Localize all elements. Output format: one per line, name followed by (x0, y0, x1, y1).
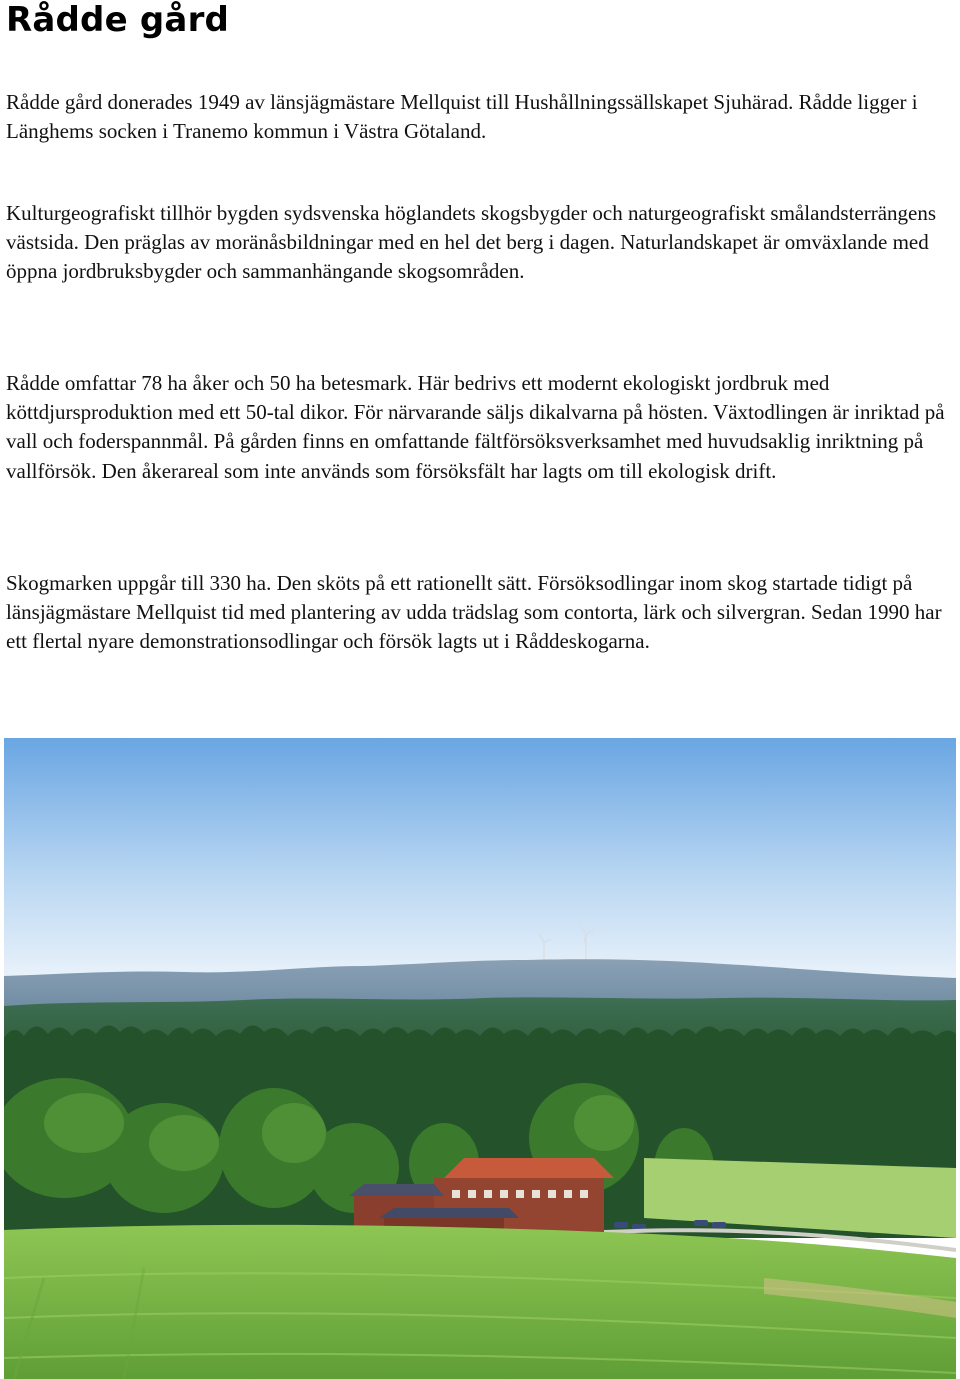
paragraph-forestry: Skogmarken uppgår till 330 ha. Den sköts på ett rationellt sätt. Försöksodlingar inom skog startade tidigt på länsjägmästare Mellquist tid med plantering av udda trädslag som contorta, lärk och silvergran. Sedan 1990 har ett flertal nyare demonstrationsodlingar och försök lagts ut i Råddeskogarna. (6, 571, 942, 654)
paragraph-agriculture: Rådde omfattar 78 ha åker och 50 ha betesmark. Här bedrivs ett modernt ekologiskt jordbruk med köttdjursproduktion med ett 50-tal dikor. För närvarande säljs dikalvarna på hösten. Växtodlingen är inriktad på vall och foderspannmål. På gården finns en omfattande fältförsöksverksamhet med huvudsaklig inriktning på vallförsök. Den åkerareal som inte används som försöksfält har lagts om till ekologisk drift. (6, 371, 945, 483)
page-title: Rådde gård (6, 0, 230, 40)
sky (4, 738, 956, 988)
paragraph-geography: Kulturgeografiskt tillhör bygden sydsvenska höglandets skogsbygder och naturgeografiskt smålandsterrängens västsida. Den präglas av moränåsbildningar med en hel det berg i dagen. Naturlandskapet är omväxlande med öppna jordbruksbygder och sammanhängande skogsområden. (6, 201, 937, 284)
landscape-illustration (4, 738, 956, 1379)
paragraph-history: Rådde gård donerades 1949 av länsjägmästare Mellquist till Hushållningssällskapet Sjuhärad. Rådde ligger i Länghems socken i Tranemo kommun i Västra Götaland. (6, 90, 918, 144)
farm-landscape-photo (4, 738, 956, 1379)
